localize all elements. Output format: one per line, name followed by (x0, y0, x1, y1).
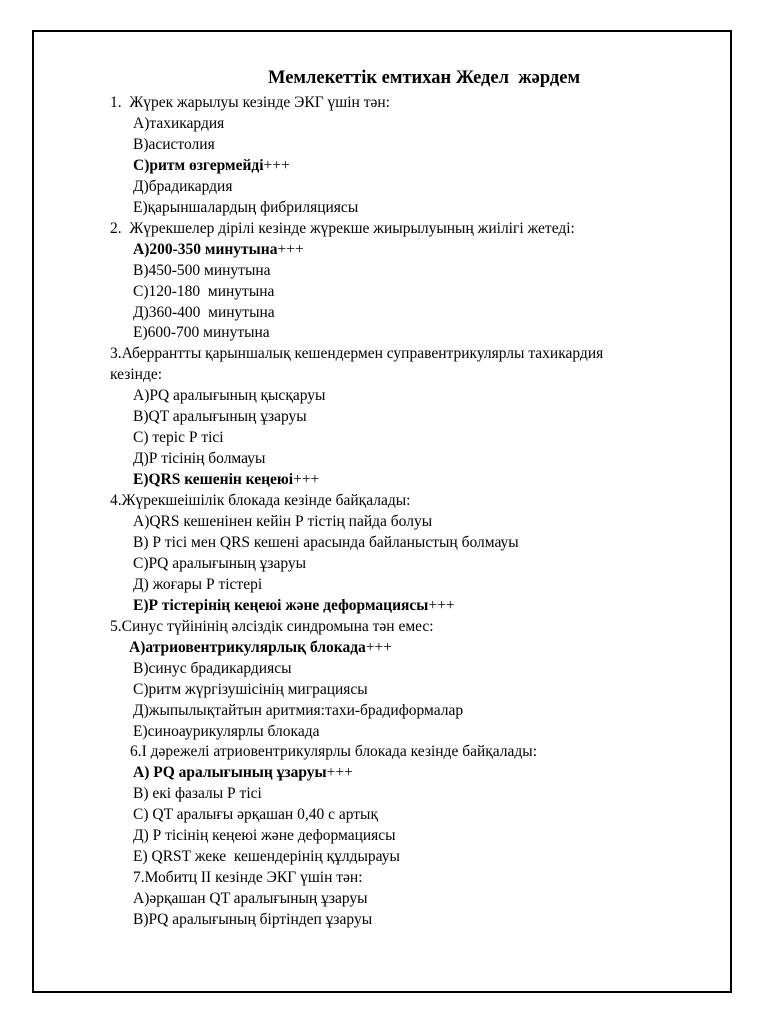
line-text: С)ритм жүргізушісінің миграциясы (133, 680, 368, 698)
document-line (133, 512, 432, 532)
line-text: Е) QRST жеке кешендерінің құлдырауы (133, 848, 400, 866)
document-line (110, 617, 434, 637)
page-title: Мемлекеттік емтихан Жедел жәрдем (268, 68, 581, 88)
line-text: Е)600-700 минутына (133, 324, 270, 342)
line-text: Е)қарыншалардың фибриляциясы (133, 198, 359, 216)
document-line (110, 491, 410, 511)
line-text: 6.І дәрежелі атриовентрикулярлы блокада кезінде байқалады: (130, 743, 538, 761)
answer-line-correct (133, 240, 304, 260)
document-line (133, 261, 271, 281)
line-text: 2. Жүрекшелер дірілі кезінде жүрекше жиырылуының жиілігі жетеді: (110, 219, 575, 237)
document-line (133, 722, 319, 742)
line-text: В)450-500 минутына (133, 261, 271, 279)
line-text: 3.Аберрантты қарыншалық кешендермен суправентрикулярлы тахикардия (110, 345, 604, 363)
document-line (133, 198, 358, 218)
line-text: С)120-180 минутына (133, 282, 275, 300)
correct-mark: +++ (365, 638, 393, 656)
document-line (133, 701, 463, 721)
line-text: С)ритм өзгермейді (133, 156, 264, 174)
answer-line-correct (133, 763, 353, 783)
document-line (133, 868, 363, 888)
document-line (133, 575, 262, 595)
line-text: В) Р тісі мен QRS кешені арасында байланыстың болмауы (133, 533, 519, 551)
line-text: Д)Р тісінің болмауы (133, 450, 266, 468)
line-text: А)PQ аралығының қысқаруы (133, 387, 326, 405)
line-text: Е)синоаурикулярлы блокада (133, 722, 320, 740)
line-text: А)атриовентрикулярлық блокада (129, 638, 366, 656)
correct-mark: +++ (277, 240, 304, 258)
line-text: 4.Жүрекшеішілік блокада кезінде байқалады: (110, 492, 411, 510)
answer-line-correct (133, 156, 290, 176)
correct-mark: +++ (293, 471, 320, 489)
document-line (133, 533, 519, 553)
line-text: В)QT аралығының ұзаруы (133, 408, 307, 426)
correct-mark: +++ (326, 764, 353, 782)
line-text: кезінде: (110, 366, 163, 384)
line-text: С)PQ аралығының ұзаруы (133, 554, 307, 572)
document-line (133, 847, 400, 867)
document-line (133, 449, 265, 469)
document-line (133, 114, 224, 134)
correct-mark: +++ (428, 596, 455, 614)
line-text: Е)Р тістерінің кеңеюі және деформациясы (133, 596, 429, 614)
document-line (133, 386, 325, 406)
line-text: А)QRS кешенінен кейін Р тістің пайда болуы (133, 513, 433, 530)
document-line (133, 177, 232, 197)
document-line (133, 889, 368, 909)
line-text: Д)жыпылықтайтын аритмия:тахи-брадиформалар (133, 701, 464, 719)
line-text: С) теріс Р тісі (133, 429, 224, 447)
line-text: С) QT аралығы әрқашан 0,40 с артық (133, 806, 378, 824)
document-line (110, 219, 575, 239)
answer-line-correct (129, 638, 392, 658)
document-line (110, 93, 390, 113)
document-line (133, 805, 378, 825)
line-text: 5.Синус түйінінің әлсіздік синдромына тән емес: (110, 617, 434, 635)
answer-line-correct (133, 596, 455, 616)
answer-line-correct (133, 470, 319, 490)
document-line (133, 680, 368, 700)
line-text: В) екі фазалы Р тісі (133, 785, 262, 803)
document-line (133, 784, 262, 804)
document-line (133, 659, 292, 679)
line-text: Д)брадикардия (133, 177, 233, 195)
line-text: В)асистолия (133, 135, 215, 153)
line-text: Д) жоғары Р тістері (133, 575, 263, 593)
line-text: 7.Мобитц ІІ кезінде ЭКГ үшін тән: (133, 869, 363, 887)
document-line (133, 323, 270, 343)
line-text: Д) Р тісінің кеңеюі және деформациясы (133, 827, 396, 845)
line-text: Д)360-400 минутына (133, 303, 275, 321)
document-line (133, 407, 307, 427)
document-line (133, 826, 396, 846)
document-line (110, 365, 162, 385)
line-text: А) PQ аралығының ұзаруы (133, 764, 327, 782)
document-line (110, 344, 603, 364)
document-line (133, 428, 224, 448)
document-line (133, 910, 372, 930)
line-text: В)PQ аралығының біртіндеп ұзаруы (133, 911, 373, 929)
line-text: А)200-350 минутына (133, 240, 278, 258)
document-line (133, 554, 306, 574)
line-text: 1. Жүрек жарылуы кезінде ЭКГ үшін тән: (110, 94, 390, 111)
line-text: А)тахикардия (133, 114, 225, 132)
line-text: В)синус брадикардиясы (133, 659, 292, 677)
line-text: А)әрқашан QT аралығының ұзаруы (133, 890, 368, 908)
document-line (133, 135, 215, 155)
correct-mark: +++ (263, 156, 290, 174)
document-line (133, 303, 275, 323)
document-line (133, 282, 274, 302)
line-text: Е)QRS кешенін кеңеюі (133, 471, 294, 489)
document-line (130, 742, 537, 762)
